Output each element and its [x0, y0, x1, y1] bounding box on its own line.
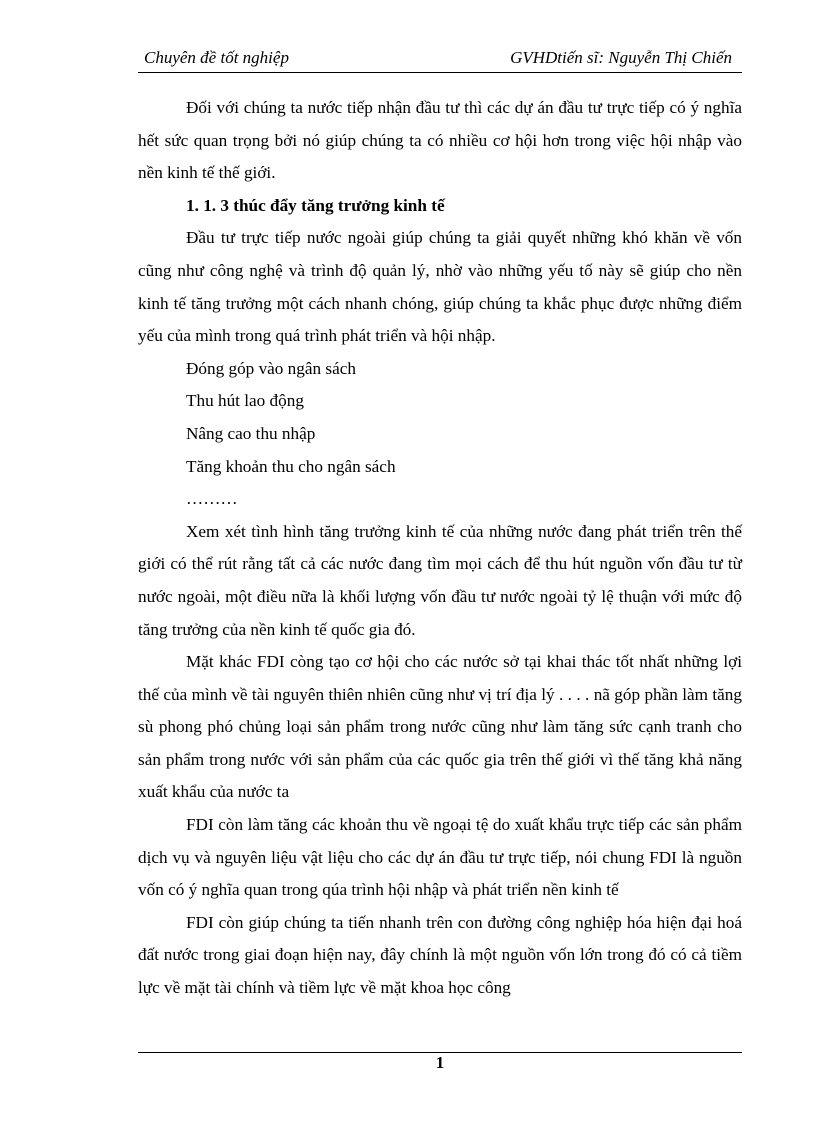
list-item: Tăng khoản thu cho ngân sách — [186, 456, 396, 476]
paragraph: Đối với chúng ta nước tiếp nhận đầu tư thì các dự án đầu tư trực tiếp có ý nghĩa hết sức quan trọng bởi nó giúp chúng ta có nhiều cơ hội hơn trong việc hội nhập vào nền kinh tế thế giới. — [138, 98, 742, 183]
section-heading: 1. 1. 3 thúc đẩy tăng trưởng kinh tế — [186, 195, 445, 215]
paragraph: FDI còn giúp chúng ta tiến nhanh trên con đường công nghiệp hóa hiện đại hoá đất nước trong giai đoạn hiện nay, đây chính là một nguồn vốn lớn trong đó có cả tiềm lực về mặt tài chính và tiềm lực về mặt khoa học công — [138, 912, 742, 998]
list-item: Nâng cao thu nhập — [186, 423, 316, 443]
list-item: Thu hút lao động — [186, 391, 304, 411]
page-number: 1 — [435, 1053, 445, 1072]
header-left-text: Chuyên đề tốt nghiệp — [144, 48, 289, 67]
paragraph: Đầu tư trực tiếp nước ngoài giúp chúng ta giải quyết những khó khăn về vốn cũng như công nghệ và trình độ quản lý, nhờ vào những yếu tố này sẽ giúp cho nền kinh tế tăng trưởng một cách nhanh chóng, giúp chúng ta khắc phục được những điểm yếu của mình trong quá trình phát triển và hội nhập. — [138, 228, 742, 346]
paragraph: Mặt khác FDI còng tạo cơ hội cho các nước sở tại khai thác tốt nhất những lợi thế của mình về tài nguyên thiên nhiên cũng như vị trí địa lý . . . . nã góp phần làm tăng sù phong phó chủng loại sản phẩm trong nước cũng như làm tăng sức cạnh tranh cho sản phẩm trong nước với sản phẩm của các quốc gia trên thế giới vì thế tăng khả năng xuất khẩu của nước ta — [138, 652, 742, 802]
list-item: ……… — [186, 489, 238, 509]
header-right-text: GVHDtiến sĩ: Nguyễn Thị Chiến — [510, 48, 732, 67]
paragraph: Xem xét tình hình tăng trưởng kinh tế của những nước đang phát triển trên thế giới có thể rút rằng tất cả các nước đang tìm mọi cách để thu hút nguồn vốn đầu tư từ nước ngoài, một điều nữa là khối lượng vốn đầu tư nước ngoài tỷ lệ thuận với mức độ tăng trưởng của nền kinh tế quốc gia đó. — [138, 521, 742, 639]
paragraph: FDI còn làm tăng các khoản thu về ngoại tệ do xuất khẩu trực tiếp các sản phẩm dịch vụ và nguyên liệu vật liệu cho các dự án đầu tư trực tiếp, nói chung FDI là nguồn vốn có ý nghĩa quan trong qúa trình hội nhập và phát triển nền kinh tế — [138, 815, 742, 900]
list-item: Đóng góp vào ngân sách — [186, 358, 356, 378]
page-header — [138, 44, 742, 73]
document-body — [138, 92, 742, 1005]
